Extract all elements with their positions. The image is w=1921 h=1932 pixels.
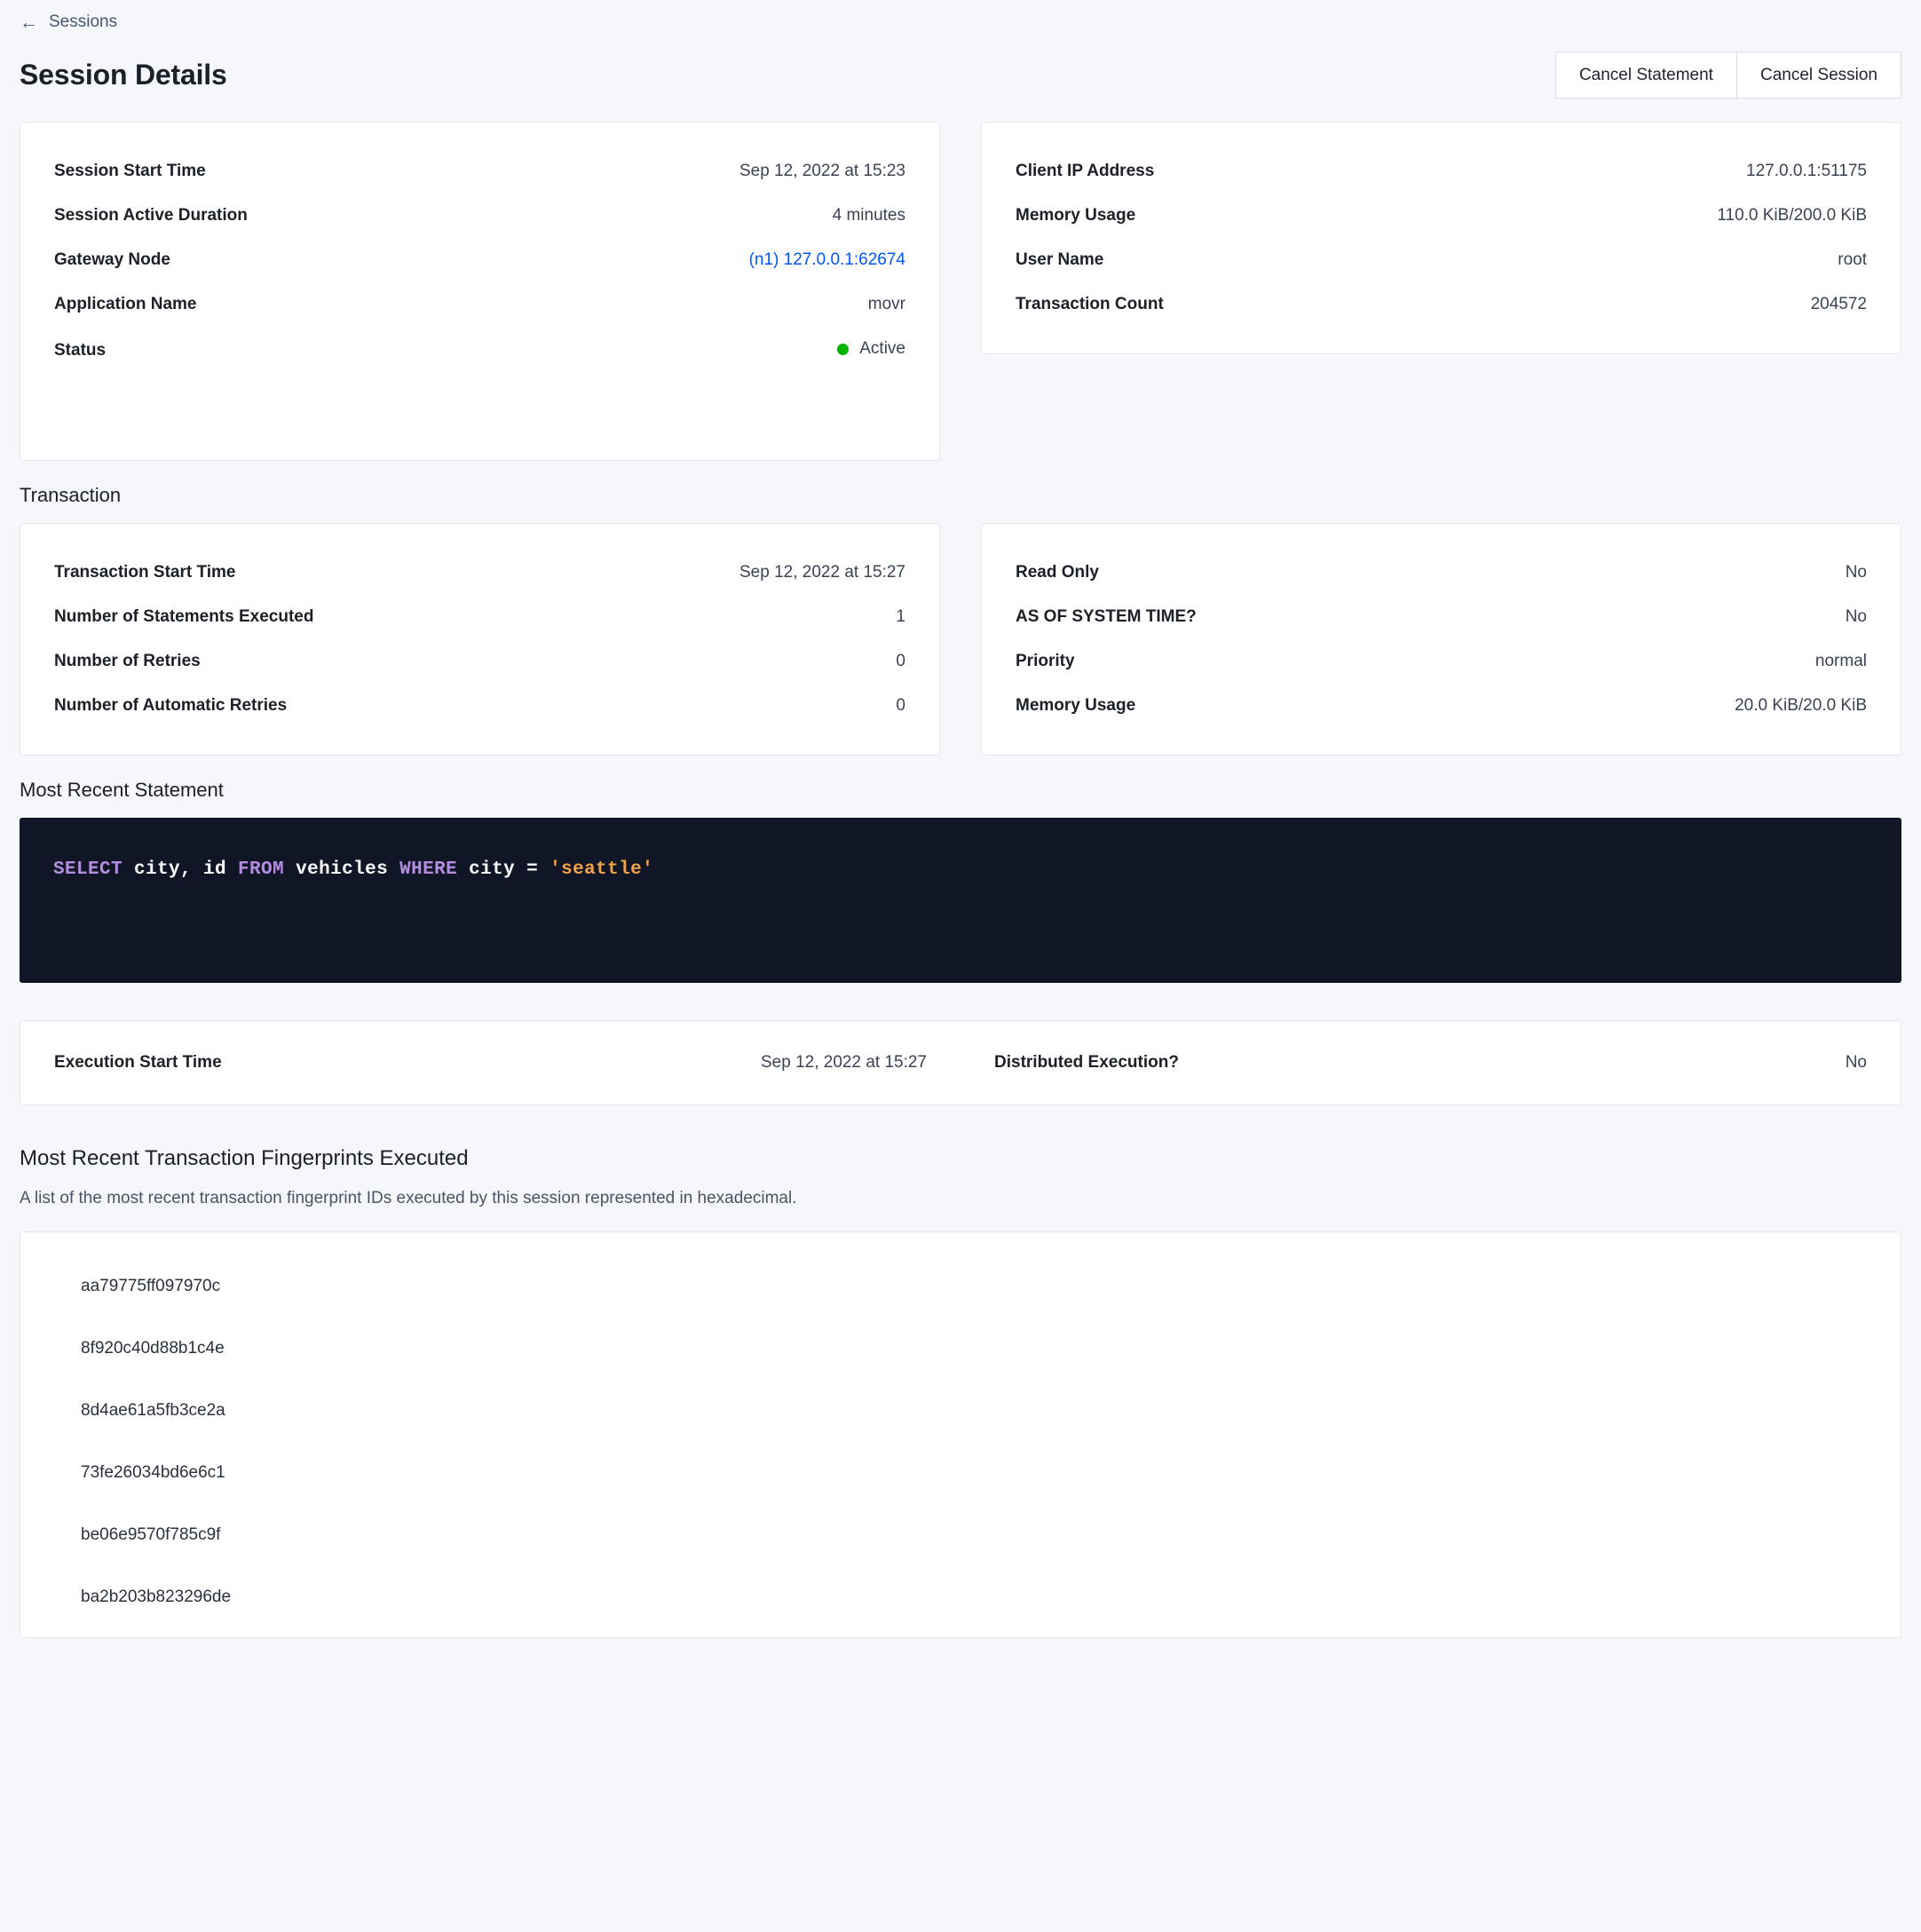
application-name-row xyxy=(54,282,905,327)
priority-label: Priority xyxy=(1016,652,1075,670)
execution-start-time-value: Sep 12, 2022 at 15:27 xyxy=(761,1053,927,1072)
fingerprints-description: A list of the most recent transaction fingerprint IDs executed by this session represented in hexadecimal. xyxy=(20,1189,797,1208)
status-badge xyxy=(837,339,905,359)
priority-value: normal xyxy=(1814,652,1867,670)
transaction-summary-row xyxy=(20,523,1901,756)
session-summary-row xyxy=(20,122,1901,461)
session-status-label: Status xyxy=(54,340,107,360)
read-only-label: Read Only xyxy=(1016,563,1099,582)
session-start-time-row xyxy=(54,149,905,194)
sql-statement-block xyxy=(20,818,1901,983)
session-active-duration-row xyxy=(54,194,905,238)
breadcrumb[interactable] xyxy=(20,0,1901,32)
as-of-system-time-row xyxy=(1016,595,1867,639)
read-only-value: No xyxy=(1845,563,1867,582)
statements-executed-value: 1 xyxy=(896,607,905,626)
automatic-retries-label: Number of Automatic Retries xyxy=(54,696,288,715)
session-active-duration-value: 4 minutes xyxy=(832,206,905,225)
breadcrumb-sessions-link[interactable]: Sessions xyxy=(49,12,118,31)
list-item: ba2b203b823296de xyxy=(81,1588,232,1606)
user-name-label: User Name xyxy=(1016,250,1104,269)
gateway-node-link[interactable]: (n1) 127.0.0.1:62674 xyxy=(748,250,905,269)
transaction-count-label: Transaction Count xyxy=(1016,295,1164,313)
distributed-execution-value: No xyxy=(1845,1053,1867,1072)
transaction-start-time-value: Sep 12, 2022 at 15:27 xyxy=(739,563,905,582)
cancel-session-button[interactable]: Cancel Session xyxy=(1737,51,1901,99)
client-ip-row xyxy=(1016,149,1867,194)
arrow-left-icon[interactable]: ← xyxy=(20,12,38,33)
list-item: 8f920c40d88b1c4e xyxy=(81,1339,225,1358)
list-item: 8d4ae61a5fb3ce2a xyxy=(81,1401,225,1420)
priority-row xyxy=(1016,639,1867,684)
execution-details-card xyxy=(20,1020,1901,1105)
session-active-duration-label: Session Active Duration xyxy=(54,206,248,225)
user-name-value: root xyxy=(1838,250,1867,269)
session-status-value: Active xyxy=(859,339,905,358)
session-start-time-value: Sep 12, 2022 at 15:23 xyxy=(739,162,905,180)
transaction-memory-usage-label: Memory Usage xyxy=(1016,696,1136,715)
page-title: Session Details xyxy=(20,59,227,91)
transaction-count-row xyxy=(1016,282,1867,327)
transaction-count-value: 204572 xyxy=(1810,295,1867,313)
fingerprints-title: Most Recent Transaction Fingerprints Executed xyxy=(20,1146,469,1170)
retries-row xyxy=(54,639,905,684)
status-dot-icon xyxy=(837,344,849,355)
session-start-time-label: Session Start Time xyxy=(54,162,206,180)
user-name-row xyxy=(1016,238,1867,282)
session-memory-usage-row xyxy=(1016,194,1867,238)
statement-section-heading: Most Recent Statement xyxy=(20,779,224,801)
transaction-start-time-label: Transaction Start Time xyxy=(54,563,236,582)
gateway-node-label: Gateway Node xyxy=(54,250,170,269)
fingerprints-list xyxy=(20,1231,1901,1638)
transaction-section-heading: Transaction xyxy=(20,484,122,506)
retries-value: 0 xyxy=(896,652,905,670)
transaction-start-time-row xyxy=(54,550,905,595)
list-item: be06e9570f785c9f xyxy=(81,1525,221,1544)
session-memory-usage-label: Memory Usage xyxy=(1016,206,1136,225)
client-ip-label: Client IP Address xyxy=(1016,162,1155,180)
application-name-value: movr xyxy=(867,295,905,313)
application-name-label: Application Name xyxy=(54,295,197,313)
header-actions xyxy=(1555,51,1901,99)
automatic-retries-value: 0 xyxy=(896,696,905,715)
statements-executed-row xyxy=(54,595,905,639)
gateway-node-row xyxy=(54,238,905,282)
execution-start-time-row xyxy=(20,1053,960,1073)
transaction-memory-usage-row xyxy=(1016,684,1867,728)
automatic-retries-row xyxy=(54,684,905,728)
read-only-row xyxy=(1016,550,1867,595)
list-item: 73fe26034bd6e6c1 xyxy=(81,1463,225,1482)
session-left-card xyxy=(20,122,940,461)
statements-executed-label: Number of Statements Executed xyxy=(54,607,314,626)
client-ip-value: 127.0.0.1:51175 xyxy=(1746,162,1867,180)
session-right-card xyxy=(981,122,1901,354)
distributed-execution-label: Distributed Execution? xyxy=(994,1053,1179,1072)
distributed-execution-row xyxy=(960,1053,1901,1073)
retries-label: Number of Retries xyxy=(54,652,201,670)
execution-start-time-label: Execution Start Time xyxy=(54,1053,222,1072)
as-of-system-time-label: AS OF SYSTEM TIME? xyxy=(1016,607,1197,626)
session-memory-usage-value: 110.0 KiB/200.0 KiB xyxy=(1717,206,1867,225)
session-status-row xyxy=(54,327,905,373)
list-item: aa79775ff097970c xyxy=(81,1277,221,1295)
sql-statement-text: SELECT city, id FROM vehicles WHERE city = 'seattle' xyxy=(53,859,654,880)
as-of-system-time-value: No xyxy=(1845,607,1867,626)
transaction-right-card xyxy=(981,523,1901,756)
transaction-memory-usage-value: 20.0 KiB/20.0 KiB xyxy=(1735,696,1867,715)
page-header xyxy=(20,32,1901,122)
transaction-left-card xyxy=(20,523,940,756)
cancel-statement-button[interactable]: Cancel Statement xyxy=(1555,51,1737,99)
